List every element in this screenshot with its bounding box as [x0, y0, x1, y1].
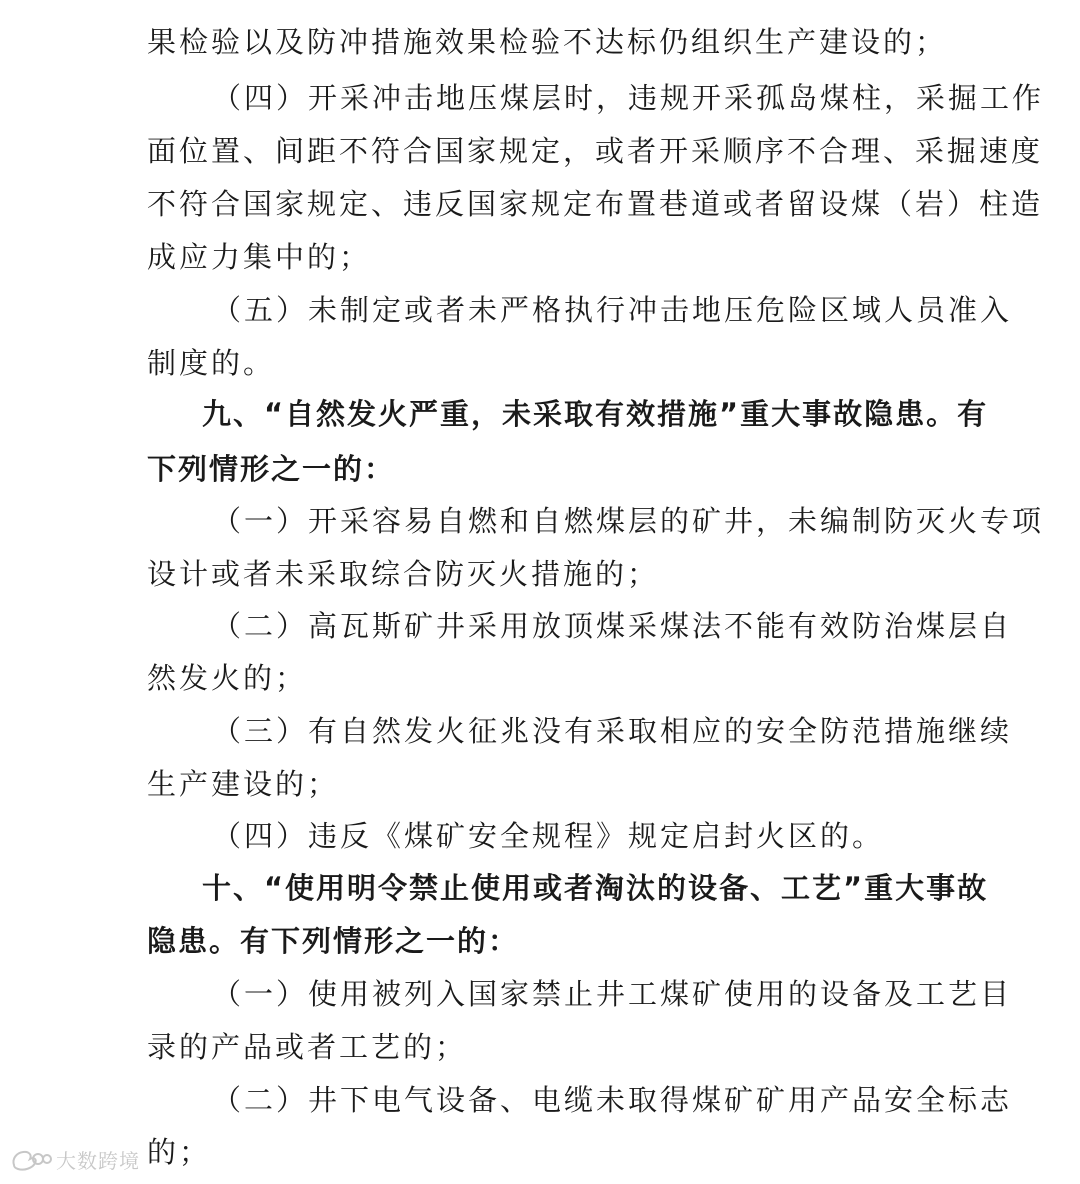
text-line: 的；: [147, 1135, 212, 1169]
text-line: （三）有自然发火征兆没有采取相应的安全防范措施继续: [212, 714, 1013, 748]
text-line: 面位置、间距不符合国家规定，或者开采顺序不合理、采掘速度: [147, 134, 1044, 168]
text-line: （二）高瓦斯矿井采用放顶煤采煤法不能有效防治煤层自: [212, 609, 1013, 643]
section-heading: 隐患。有下列情形之一的：: [147, 924, 520, 958]
text-line: （二）井下电气设备、电缆未取得煤矿矿用产品安全标志: [212, 1083, 1013, 1117]
text-line: 果检验以及防冲措施效果检验不达标仍组织生产建设的；: [147, 25, 948, 59]
text-line: （一）开采容易自燃和自燃煤层的矿井，未编制防灭火专项: [212, 504, 1045, 538]
text-line: （一）使用被列入国家禁止井工煤矿使用的设备及工艺目: [212, 977, 1013, 1011]
section-heading: 下列情形之一的：: [147, 452, 396, 486]
section-heading: 十、“使用明令禁止使用或者淘汰的设备、工艺”重大事故: [202, 871, 989, 905]
text-line: 生产建设的；: [147, 767, 340, 801]
text-line: （四）开采冲击地压煤层时，违规开采孤岛煤柱，采掘工作: [212, 81, 1045, 115]
text-line: （四）违反《煤矿安全规程》规定启封火区的。: [212, 819, 885, 853]
text-line: 录的产品或者工艺的；: [147, 1030, 468, 1064]
text-line: 成应力集中的；: [147, 240, 372, 274]
watermark: [10, 1142, 140, 1176]
watermark-text: 大数跨境: [56, 1148, 140, 1173]
text-line: （五）未制定或者未严格执行冲击地压危险区域人员准入: [212, 293, 1013, 327]
text-line: 然发火的；: [147, 661, 308, 695]
weibo-logo-icon: [10, 1145, 52, 1173]
text-line: 不符合国家规定、违反国家规定布置巷道或者留设煤（岩）柱造: [147, 187, 1044, 221]
section-heading: 九、“自然发火严重，未采取有效措施”重大事故隐患。有: [202, 397, 989, 431]
text-line: 设计或者未采取综合防灭火措施的；: [147, 557, 660, 591]
text-line: 制度的。: [147, 346, 276, 380]
